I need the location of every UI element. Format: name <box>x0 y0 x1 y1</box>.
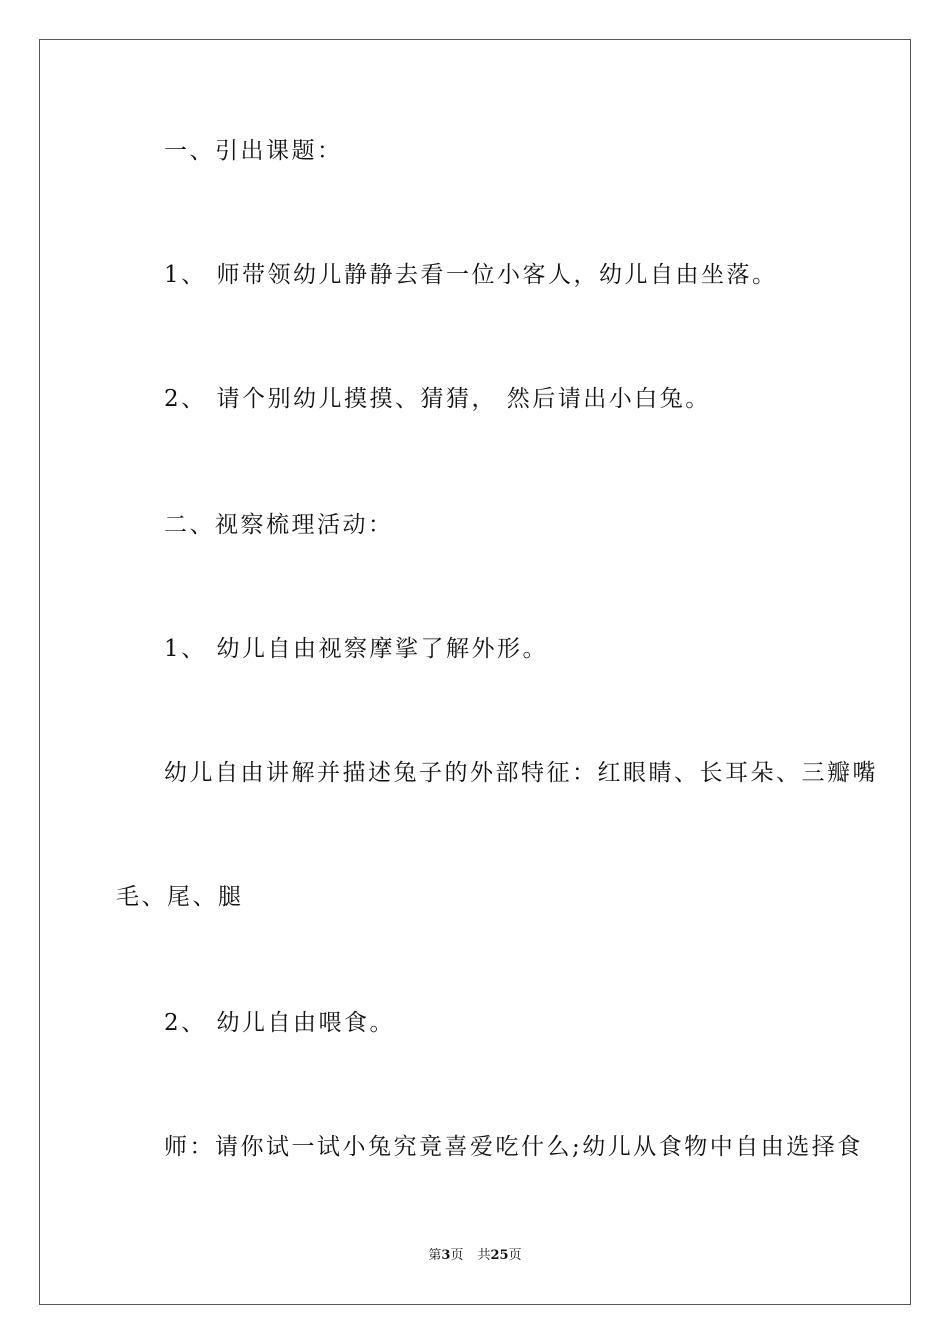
paragraph-line: 2、 幼儿自由喂食。 <box>164 1010 395 1036</box>
paragraph-line-continued: 毛、尾、腿 <box>116 884 244 910</box>
paragraph-line: 1、 师带领幼儿静静去看一位小客人，幼儿自由坐落。 <box>164 262 778 288</box>
section-heading-1: 一、引出课题： <box>164 138 343 164</box>
page-footer <box>0 1247 950 1265</box>
page-border <box>39 39 911 1305</box>
paragraph-line: 2、 请个别幼儿摸摸、猜猜， 然后请出小白兔。 <box>164 386 711 412</box>
paragraph-line: 1、 幼儿自由视察摩挲了解外形。 <box>164 636 548 662</box>
paragraph-line: 师：请你试一试小兔究竟喜爱吃什么;幼儿从食物中自由选择食 <box>164 1134 863 1160</box>
footer-page-prefix: 第 <box>428 1248 442 1263</box>
paragraph-line: 幼儿自由讲解并描述兔子的外部特征：红眼睛、长耳朵、三瓣嘴 <box>164 760 878 786</box>
footer-total-prefix: 共 <box>477 1248 491 1263</box>
section-heading-2: 二、视察梳理活动： <box>164 512 394 538</box>
footer-total-suffix: 页 <box>508 1248 522 1263</box>
footer-page-total: 25 <box>490 1248 509 1263</box>
footer-page-current: 3 <box>441 1248 451 1263</box>
footer-page-suffix: 页 <box>450 1248 464 1263</box>
